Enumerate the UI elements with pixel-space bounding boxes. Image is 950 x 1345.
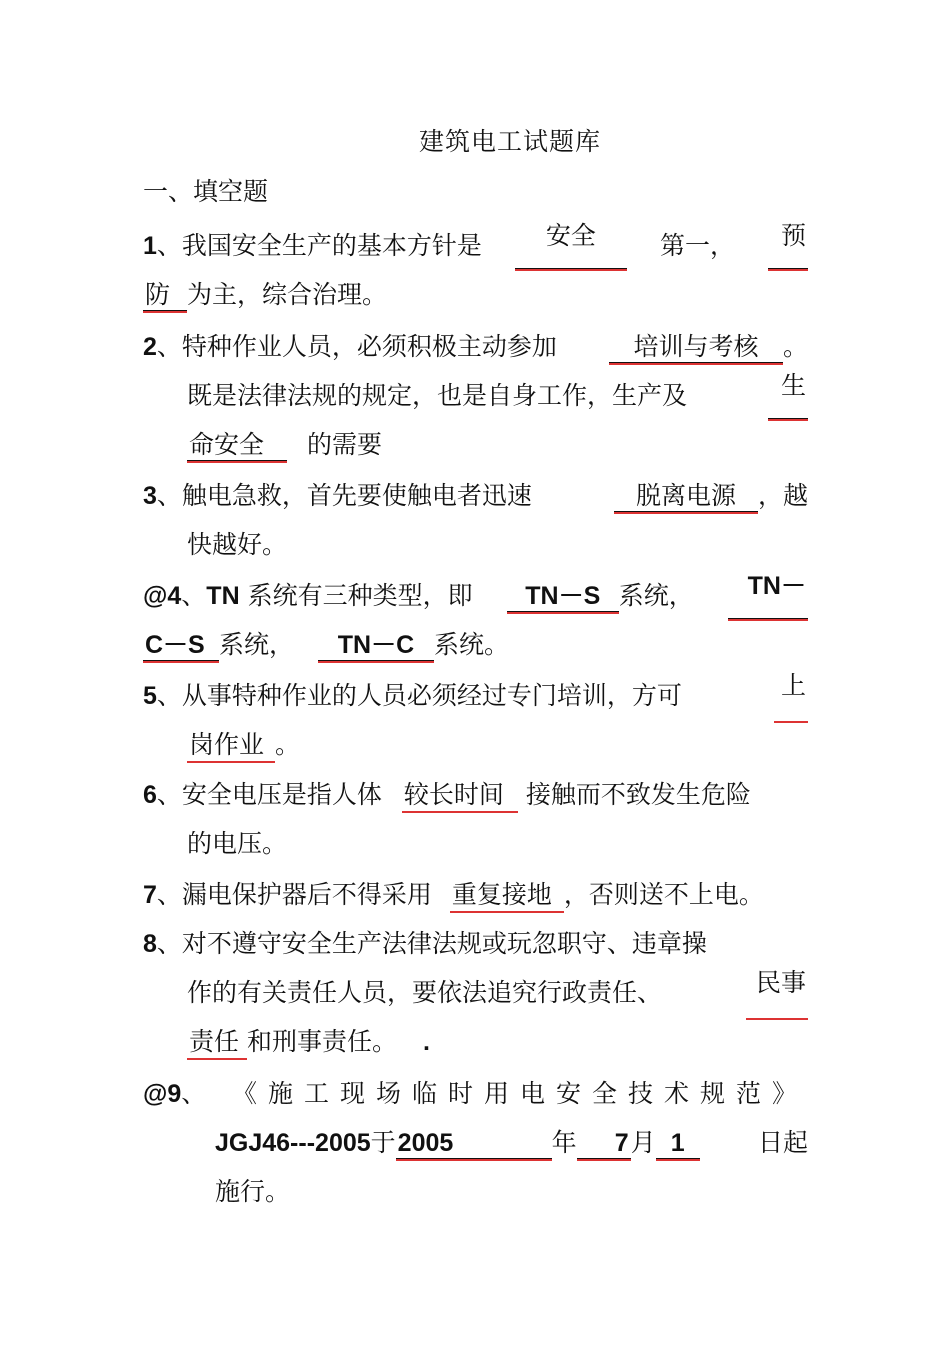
- question-text: 为主，综合治理。: [187, 280, 388, 309]
- question-number: 2: [143, 333, 157, 361]
- question-1: [143, 221, 808, 319]
- answer-blank: 命安全: [187, 430, 287, 462]
- question-2: [143, 322, 808, 469]
- question-text: 系统有三种类型，即: [247, 581, 473, 610]
- answer-blank: 脱离电源: [614, 481, 758, 513]
- answer-blank: 1: [656, 1128, 700, 1160]
- question-text: 于: [370, 1128, 396, 1157]
- question-line: [143, 471, 808, 520]
- question-line: [143, 770, 808, 819]
- question-number: 8: [143, 930, 157, 958]
- question-line: [143, 221, 808, 270]
- answer-blank: 防: [143, 280, 187, 312]
- question-5: [143, 671, 808, 769]
- question-line: [143, 520, 808, 569]
- question-line: [143, 620, 808, 669]
- question-text: 、从事特种作业的人员必须经过专门培训，方可: [156, 681, 682, 710]
- question-text: 、触电急救，首先要使触电者迅速: [156, 481, 532, 510]
- question-text: 、: [181, 1079, 207, 1108]
- stray-mark: .: [422, 1028, 430, 1056]
- standard-code: JGJ46---2005: [215, 1129, 371, 1157]
- question-text: 施行。: [215, 1177, 291, 1206]
- answer-blank: 生: [768, 371, 808, 420]
- question-text: 的需要: [306, 430, 382, 459]
- question-text: 日起: [757, 1128, 808, 1157]
- question-6: [143, 770, 808, 868]
- question-number: 3: [143, 482, 157, 510]
- answer-blank: 责任: [187, 1027, 247, 1057]
- question-line: [143, 919, 808, 968]
- question-number: @4: [143, 582, 182, 610]
- answer-blank: 预: [768, 221, 808, 270]
- question-text: 快越好。: [187, 530, 288, 559]
- question-line: [143, 1017, 808, 1066]
- question-text: 系统，: [618, 581, 694, 610]
- question-text: 的电压。: [187, 829, 288, 858]
- question-4: [143, 571, 808, 669]
- question-text: 、漏电保护器后不得采用: [156, 880, 432, 909]
- answer-blank: 重复接地: [450, 880, 564, 910]
- question-number: 5: [143, 682, 157, 710]
- answer-blank: 民事: [746, 968, 808, 1017]
- answer-blank: TN－S: [507, 581, 619, 613]
- page-title: 建筑电工试题库: [418, 127, 601, 156]
- question-number: 7: [143, 881, 157, 909]
- question-line: [143, 968, 808, 1017]
- document-reference: 《施工现场临时用电安全技术规范》: [231, 1079, 808, 1108]
- answer-blank: TN－: [728, 571, 808, 620]
- question-text: 、我国安全生产的基本方针是: [156, 231, 482, 260]
- answer-blank: 安全: [515, 221, 627, 270]
- question-line: [143, 371, 808, 420]
- answer-blank: 7: [577, 1128, 631, 1160]
- question-number: 1: [143, 232, 157, 260]
- section-heading: 一、填空题: [143, 177, 269, 206]
- question-line: [143, 1118, 808, 1167]
- question-text: 月: [630, 1128, 656, 1157]
- question-text: 接触而不致发生危险: [525, 780, 751, 809]
- question-text: TN: [206, 582, 240, 610]
- answer-blank: 岗作业: [187, 730, 275, 760]
- question-text: 系统，: [219, 630, 295, 659]
- question-line: [143, 819, 808, 868]
- answer-blank: 上: [774, 671, 808, 720]
- answer-blank: 较长时间: [402, 780, 518, 810]
- question-7: [143, 870, 808, 919]
- answer-blank: 2005: [396, 1128, 552, 1160]
- question-number: @9: [143, 1080, 182, 1108]
- question-3: [143, 471, 808, 569]
- question-line: [143, 420, 808, 469]
- answer-blank: 培训与考核: [609, 332, 783, 364]
- question-line: [143, 1167, 808, 1216]
- question-line: [143, 720, 808, 769]
- question-8: [143, 919, 808, 1066]
- question-line: [143, 870, 808, 919]
- question-line: [143, 270, 808, 319]
- question-text: 年: [551, 1128, 577, 1157]
- question-text: 作的有关责任人员，要依法追究行政责任、: [187, 978, 663, 1007]
- question-9: [143, 1069, 808, 1216]
- question-text: 。: [275, 730, 301, 759]
- question-line: [143, 571, 808, 620]
- question-text: 、对不遵守安全生产法律法规或玩忽职守、违章操: [156, 929, 707, 958]
- question-text: 、特种作业人员，必须积极主动参加: [156, 332, 557, 361]
- question-text: 、安全电压是指人体: [156, 780, 382, 809]
- question-number: 6: [143, 781, 157, 809]
- question-text: 和刑事责任。: [247, 1027, 398, 1056]
- answer-blank: C－S: [143, 630, 219, 662]
- question-line: [143, 671, 808, 720]
- question-text: 。: [782, 332, 808, 361]
- question-text: ，否则送不上电。: [563, 880, 764, 909]
- question-text: ，越: [757, 481, 808, 510]
- answer-blank: TN－C: [318, 630, 434, 662]
- question-text: 第一，: [659, 231, 735, 260]
- question-text: 既是法律法规的规定，也是自身工作，生产及: [187, 381, 688, 410]
- question-text: 系统。: [433, 630, 509, 659]
- question-line: [143, 322, 808, 371]
- question-line: [143, 1069, 808, 1118]
- question-text: 、: [181, 581, 207, 610]
